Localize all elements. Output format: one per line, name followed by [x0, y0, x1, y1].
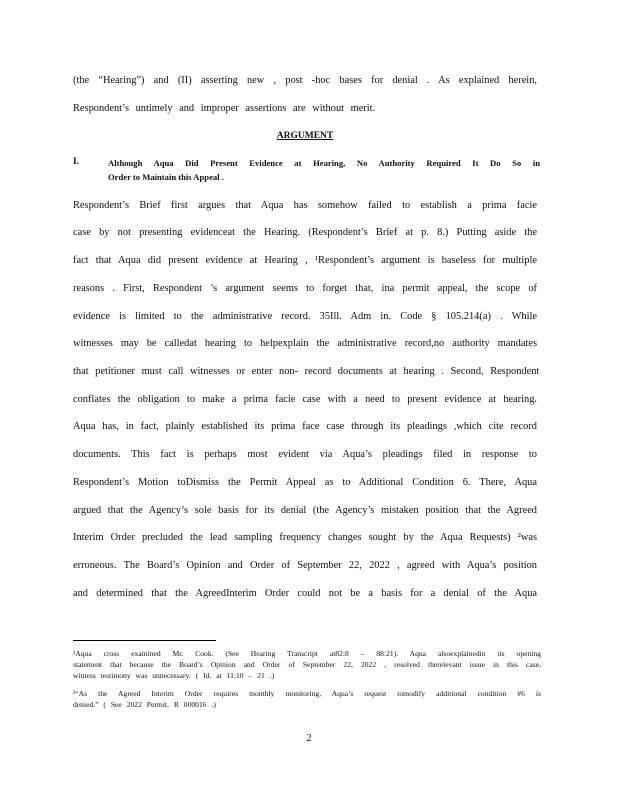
body-line: fact that Aqua did present evidence at Hearing , ¹Respondent’s argument is baseless for multiple: [73, 255, 537, 266]
body-line: Interim Order precluded the lead sampling frequency changes sought by the Aqua Requests) ²was: [73, 532, 537, 543]
body-line: conflates the obligation to make a prima facie case with a need to present evidence at hearing.: [73, 394, 537, 405]
body-line: Respondent’s untimely and improper assertions are without merit.: [73, 103, 376, 114]
footnote-line: witness testimony was unnecessary. ( Id. at 11:10 – 21 .): [73, 671, 275, 680]
body-line: Respondent’s Brief first argues that Aqua has somehow failed to establish a prima facie: [73, 200, 537, 211]
body-line: witnesses may be calledat hearing to helpexplain the administrative record,no authority mandates: [73, 338, 537, 349]
body-line: that petitioner must call witnesses or enter non- record documents at hearing . Second, Respondent: [73, 366, 540, 377]
body-line: and determined that the AgreedInterim Order could not be a basis for a denial of the Aqua: [73, 588, 537, 599]
section-number: I.: [73, 157, 80, 167]
body-line: Aqua has, in fact, plainly established its prima face case through its pleadings ,which cite record: [73, 421, 537, 432]
argument-heading: ARGUMENT: [276, 131, 334, 141]
footnote-separator: [73, 640, 216, 641]
footnote-line: ¹Aqua cross examined Mr. Cook. (See Hearing Transcript at82:8 – 88:21). Aqua alsoexplainedin its opening: [73, 649, 541, 658]
body-line: evidence is limited to the administrative record. 35Ill. Adm in. Code § 105.214(a) . While: [73, 311, 537, 322]
footnote-line: ²“As the Agreed Interim Order requires monthly monitoring, Aqua’s request tomodify additional condition #6 is: [73, 689, 541, 698]
body-line: erroneous. The Board’s Opinion and Order of September 22, 2022 , agreed with Aqua’s position: [73, 560, 537, 571]
footnote-line: denied.” ( See 2022 Permit, R 000016 .): [73, 700, 216, 709]
body-line: case by not presenting evidenceat the Hearing. (Respondent’s Brief at p. 8.) Putting aside the: [73, 227, 537, 238]
body-line: reasons . First, Respondent ’s argument seems to forget that, ina permit appeal, the scope of: [73, 283, 537, 294]
page-number: 2: [306, 733, 312, 744]
footnote-line: statement that because the Board’s Opinion and Order of September 22, 2022 , resolved therelevant issue in this case,: [73, 660, 541, 669]
body-line: (the “Hearing”) and (II) asserting new , post -hoc bases for denial . As explained herein,: [73, 75, 537, 86]
section-heading-line: Although Aqua Did Present Evidence at Hearing, No Authority Required It Do So in: [108, 158, 540, 168]
body-line: argued that the Agency’s sole basis for its denial (the Agency’s mistaken position that the Agreed: [73, 505, 537, 516]
body-line: documents. This fact is perhaps most evident via Aqua’s pleadings filed in response to: [73, 449, 537, 460]
section-heading-line: Order to Maintain this Appeal .: [108, 172, 224, 182]
body-line: Respondent’s Motion toDismiss the Permit Appeal as to Additional Condition 6. There, Aqua: [73, 477, 537, 488]
